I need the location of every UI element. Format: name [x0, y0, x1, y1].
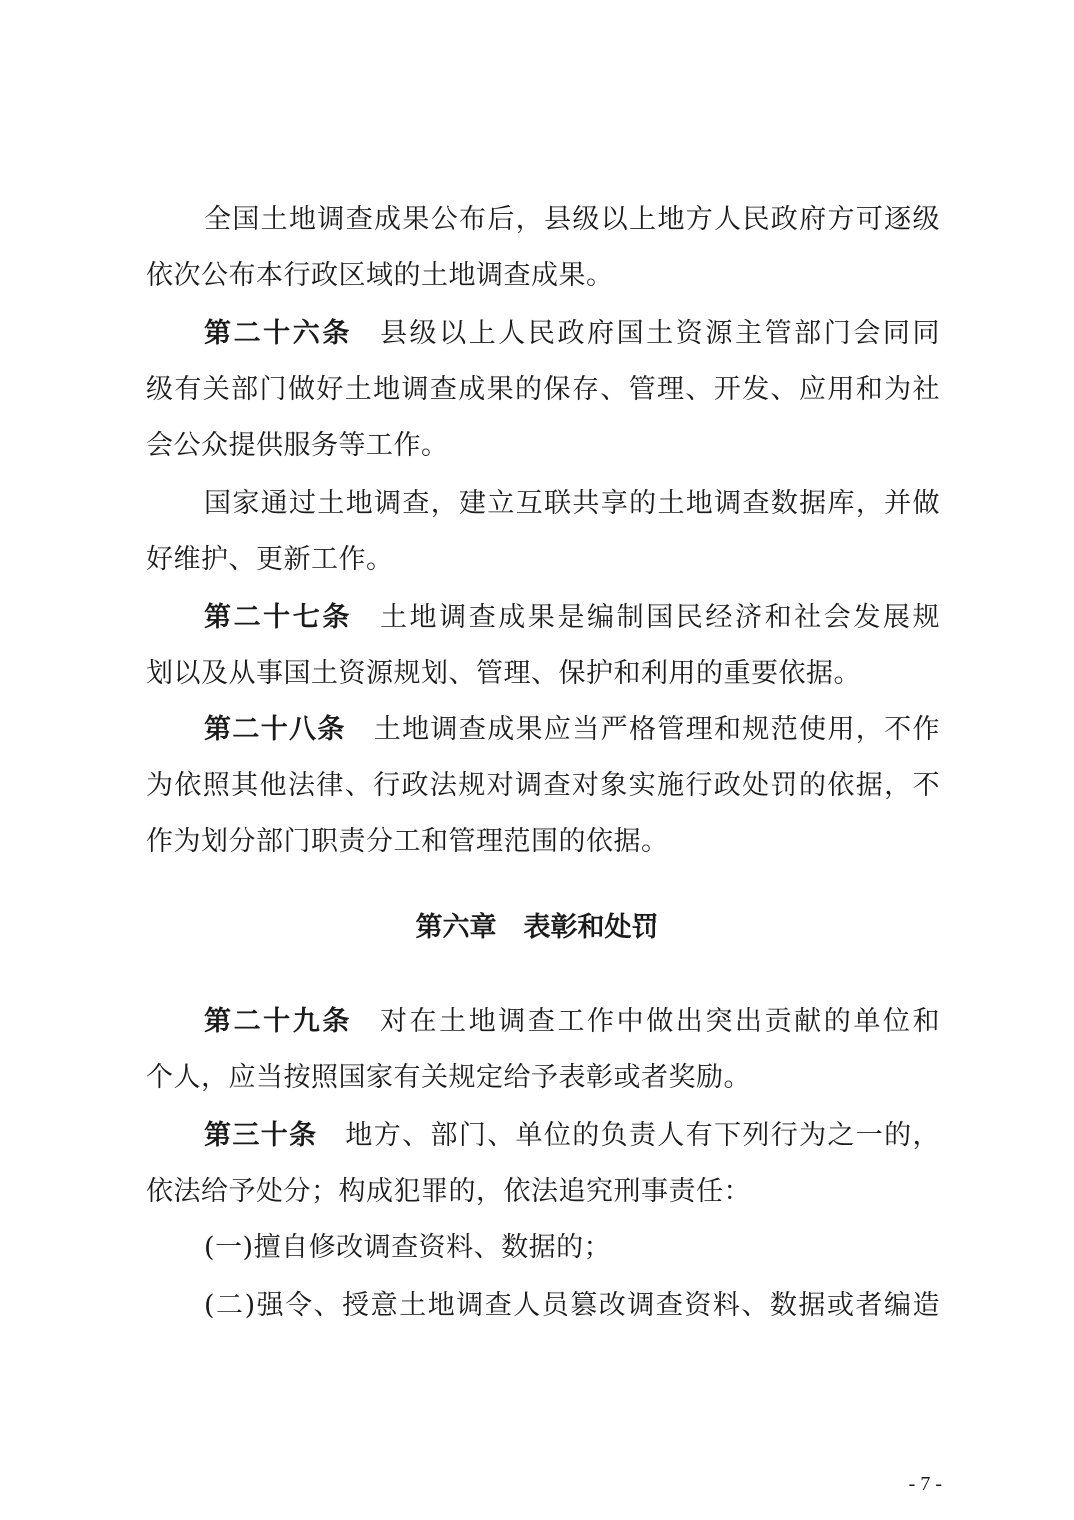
paragraph-line: 依次公布本行政区域的土地调查成果。: [146, 260, 614, 291]
article-text: 土地调查成果应当严格管理和规范使用，不作: [373, 714, 940, 745]
article-number: 第二十六条: [204, 318, 352, 349]
list-item: (一)擅自修改调查资料、数据的；: [204, 1232, 612, 1263]
paragraph-line: 个人，应当按照国家有关规定给予表彰或者奖励。: [146, 1062, 751, 1093]
article-29-line: [204, 1002, 940, 1042]
article-text: 县级以上人民政府国土资源主管部门会同同: [379, 318, 940, 349]
paragraph-line: 划以及从事国土资源规划、管理、保护和利用的重要依据。: [146, 658, 861, 689]
paragraph-line: 会公众提供服务等工作。: [146, 430, 449, 461]
article-28-line: [204, 710, 940, 750]
article-text: 地方、部门、单位的负责人有下列行为之一的，: [345, 1120, 940, 1151]
paragraph-line: 国家通过土地调查，建立互联共享的土地调查数据库，并做: [204, 488, 940, 519]
list-item: (二)强令、授意土地调查人员篡改调查资料、数据或者编造: [204, 1290, 940, 1321]
article-text: 对在土地调查工作中做出突出贡献的单位和: [379, 1006, 940, 1037]
paragraph-line: 依法给予处分；构成犯罪的，依法追究刑事责任：: [146, 1176, 751, 1207]
article-26-line: [204, 314, 940, 354]
article-30-line: [204, 1116, 940, 1156]
article-number: 第三十条: [204, 1120, 318, 1151]
article-text: 土地调查成果是编制国民经济和社会发展规: [379, 602, 940, 633]
paragraph-line: 全国土地调查成果公布后，县级以上地方人民政府方可逐级: [204, 204, 940, 235]
article-number: 第二十九条: [204, 1006, 352, 1037]
chapter-heading: 第六章 表彰和处罚: [415, 912, 659, 943]
paragraph-line: 作为划分部门职责分工和管理范围的依据。: [146, 826, 669, 857]
article-number: 第二十七条: [204, 602, 352, 633]
paragraph-line: 好维护、更新工作。: [146, 544, 394, 575]
paragraph-line: 为依照其他法律、行政法规对调查对象实施行政处罚的依据，不: [146, 770, 940, 801]
paragraph-line: 级有关部门做好土地调查成果的保存、管理、开发、应用和为社: [146, 374, 940, 405]
article-number: 第二十八条: [204, 714, 346, 745]
page-number: - 7 -: [908, 1473, 942, 1495]
article-27-line: [204, 598, 940, 638]
